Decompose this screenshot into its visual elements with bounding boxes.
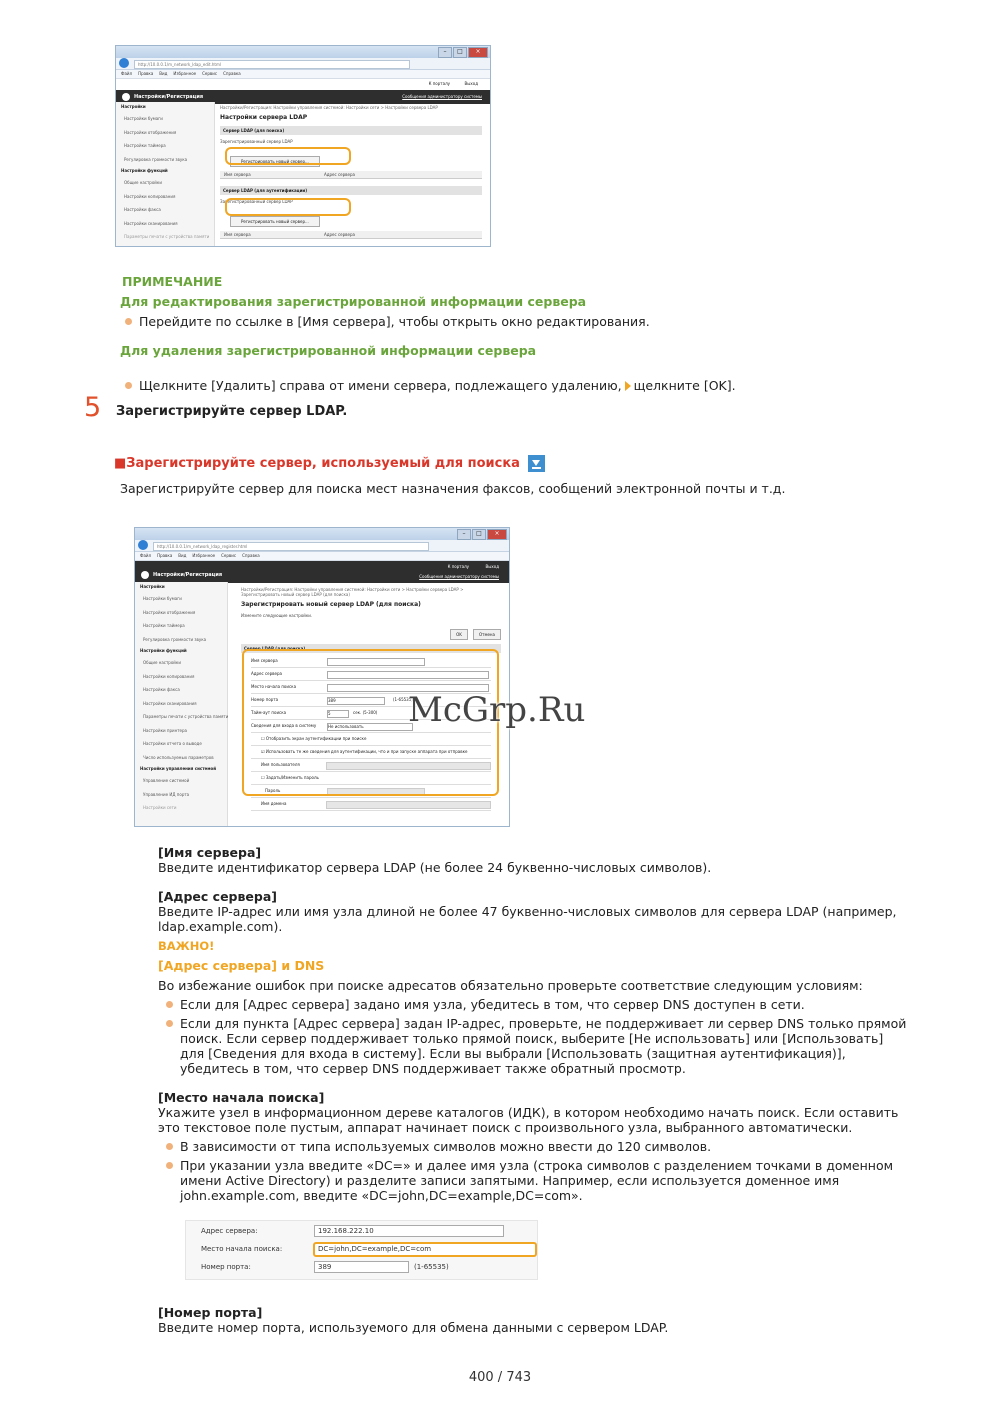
- back-icon[interactable]: [119, 58, 129, 68]
- section-intro: Зарегистрируйте сервер для поиска мест назначения факсов, сообщений электронной почты и т.д.: [120, 481, 786, 496]
- server-name-heading: [Имя сервера]: [158, 845, 262, 860]
- sidebar-item[interactable]: Параметры печати с устройства памяти: [124, 234, 210, 239]
- sidebar-item[interactable]: Регулировка громкости звука: [124, 156, 188, 162]
- port-heading: [Номер порта]: [158, 1305, 263, 1320]
- screenshot-ldap-register: [134, 527, 510, 827]
- search-start-item: При указании узла введите «DC=» и далее имя узла (строка символов с разделением точками в доменном имени Active Directory) и разделите записи запятыми. Например, если используется доменное имя john.example.com, введите «DC=john,DC=example,DC=com».: [158, 1158, 908, 1203]
- breadcrumb: Настройки/Регистрация: Настройки управления системой: Настройки сети > Настройки сервера LDAP > Зарегистрировать новый сервер LDAP (для поиска): [241, 587, 464, 597]
- label-server-name: Имя сервера: [251, 658, 278, 663]
- sidebar-item[interactable]: Общие настройки: [143, 660, 181, 665]
- menu-tools[interactable]: Сервис: [221, 553, 237, 558]
- sidebar-item[interactable]: Регулировка громкости звука: [143, 636, 207, 642]
- page-number: 400 / 743: [468, 1370, 532, 1385]
- top-links: [116, 79, 490, 90]
- address-bar: [116, 58, 490, 70]
- menu-edit[interactable]: Правка: [157, 553, 173, 558]
- maximize-icon[interactable]: □: [472, 529, 486, 540]
- table-header: [220, 231, 482, 239]
- example-screenshot: [185, 1220, 538, 1280]
- note-heading: ПРИМЕЧАНИЕ: [122, 274, 223, 289]
- canon-logo-icon: [122, 93, 130, 101]
- server-name-text: Введите идентификатор сервера LDAP (не более 24 буквенно-числовых символов).: [158, 860, 712, 875]
- example-address-field[interactable]: 192.168.222.10: [314, 1225, 504, 1237]
- note-item-delete: [117, 378, 1000, 393]
- set-password-label: Задать/Изменить пароль: [265, 775, 319, 780]
- timeout-field[interactable]: 5: [327, 710, 349, 718]
- note-item-delete-b: щелкните [OK].: [633, 378, 736, 393]
- example-label-search-start: Место начала поиска:: [201, 1245, 283, 1253]
- cancel-button[interactable]: Отмена: [473, 629, 501, 640]
- col-server-name: Имя сервера: [224, 172, 251, 177]
- label-search-start: Место начала поиска: [251, 684, 297, 689]
- address-bar: [135, 540, 509, 552]
- close-icon[interactable]: ×: [487, 529, 507, 540]
- checkbox-auth-screen[interactable]: ☐: [261, 736, 266, 741]
- app-title: Настройки/Регистрация: [153, 572, 223, 578]
- section-auth: Сервер LDAP (для аутентификации): [220, 186, 482, 195]
- arrow-right-icon: [625, 381, 631, 391]
- sidebar-heading: Настройки управления системой: [140, 766, 217, 771]
- login-info-select[interactable]: Не использовать: [327, 723, 413, 731]
- sidebar-item[interactable]: Настройки сети: [143, 805, 177, 810]
- important-item: Если для [Адрес сервера] задано имя узла, убедитесь в том, что сервер DNS доступен в сети.: [158, 997, 908, 1012]
- highlight-register-auth: [225, 198, 351, 216]
- portal-link[interactable]: К порталу: [447, 564, 469, 569]
- url-input[interactable]: http://10.0.0.1/m_network_ldap_register.html: [153, 542, 429, 551]
- section-heading: [114, 455, 545, 472]
- registered-label: Зарегистрированный сервер LDAP: [220, 139, 293, 144]
- browser-menubar: [116, 70, 490, 79]
- sidebar-item[interactable]: Общие настройки: [124, 180, 162, 185]
- example-label-port: Номер порта:: [201, 1263, 251, 1271]
- menu-help[interactable]: Справка: [242, 553, 260, 558]
- port-description: [158, 1305, 908, 1335]
- sidebar: [135, 582, 228, 826]
- checkbox-set-password[interactable]: ☐: [261, 775, 266, 780]
- url-input[interactable]: http://10.0.0.1/m_network_ldap_edit.html: [134, 60, 410, 69]
- instruction-text: Измените следующие настройки.: [241, 613, 313, 618]
- minimize-icon[interactable]: –: [457, 529, 471, 540]
- logout-link[interactable]: Выход: [464, 81, 478, 86]
- search-start-item: В зависимости от типа используемых символов можно ввести до 120 символов.: [158, 1139, 908, 1154]
- portal-link[interactable]: К порталу: [428, 81, 450, 86]
- menu-favorites[interactable]: Избранное: [173, 71, 197, 76]
- menu-view[interactable]: Вид: [178, 553, 187, 558]
- important-heading: ВАЖНО!: [158, 939, 215, 953]
- menu-help[interactable]: Справка: [223, 71, 241, 76]
- sidebar-item[interactable]: Настройки бумаги: [143, 596, 182, 601]
- server-address-heading: [Адрес сервера]: [158, 889, 277, 904]
- sidebar-item[interactable]: Настройки копирования: [143, 673, 195, 679]
- message-link[interactable]: Сообщения администратору системы: [402, 94, 482, 99]
- window-titlebar: [116, 46, 490, 58]
- sidebar-item[interactable]: Параметры печати с устройства памяти: [143, 714, 229, 719]
- checkbox-same-credentials[interactable]: ☑: [261, 749, 266, 754]
- example-search-start-field[interactable]: DC=john,DC=example,DC=com: [313, 1242, 537, 1257]
- sidebar-item[interactable]: Настройки сканирования: [124, 220, 178, 226]
- watermark: McGrp.Ru: [408, 690, 586, 730]
- maximize-icon[interactable]: □: [453, 47, 467, 58]
- sidebar-item[interactable]: Настройки принтера: [143, 727, 188, 733]
- label-domain: Имя домена: [261, 801, 287, 806]
- sidebar-item[interactable]: Настройки отчета о выводе: [143, 741, 202, 746]
- menu-view[interactable]: Вид: [159, 71, 168, 76]
- menu-tools[interactable]: Сервис: [202, 71, 218, 76]
- minimize-icon[interactable]: –: [438, 47, 452, 58]
- col-server-name: Имя сервера: [224, 232, 251, 237]
- note-item-delete-a: Щелкните [Удалить] справа от имени сервера, подлежащего удалению,: [139, 378, 622, 393]
- app-title: Настройки/Регистрация: [134, 94, 204, 100]
- section-heading-text: ■Зарегистрируйте сервер, используемый для поиска: [114, 456, 520, 471]
- label-password: Пароль: [265, 788, 281, 793]
- message-link[interactable]: Сообщения администратору системы: [419, 574, 499, 579]
- breadcrumb: Настройки/Регистрация: Настройки управления системой: Настройки сети > Настройки сервера LDAP: [220, 105, 438, 110]
- step-number: 5: [84, 392, 102, 423]
- col-server-address: Адрес сервера: [324, 172, 355, 177]
- step-title: Зарегистрируйте сервер LDAP.: [116, 404, 348, 419]
- canon-logo-icon: [141, 571, 149, 579]
- main-content: [220, 105, 482, 239]
- back-icon[interactable]: [138, 540, 148, 550]
- port-text: Введите номер порта, используемого для обмена данными с сервером LDAP.: [158, 1320, 669, 1335]
- register-search-button[interactable]: Регистрировать новый сервер...: [230, 156, 320, 167]
- sidebar-item[interactable]: Управление ИД порта: [143, 791, 190, 797]
- sidebar-item[interactable]: Настройки бумаги: [124, 116, 163, 121]
- server-address-text: Введите IP-адрес или имя узла длиной не более 47 буквенно-числовых символов для сервера LDAP (например, ldap.example.com).: [158, 904, 897, 934]
- check1-label: Отобразить экран аутентификации при поиске: [265, 736, 367, 741]
- sidebar-item[interactable]: Настройки таймера: [143, 623, 185, 628]
- important-item: Если для пункта [Адрес сервера] задан IP-адрес, проверьте, не поддерживает ли сервер DNS только прямой поиск. Если сервер поддерживает только прямой поиск, выберите [Не использовать] или [Использовать] для [Сведения для входа в систему]. Если вы выбрали [Использовать (защитная аутентификация)], убедитесь в том, что сервер DNS поддерживает также обратный просмотр.: [158, 1016, 908, 1076]
- menu-file[interactable]: Файл: [140, 553, 152, 558]
- sidebar-item[interactable]: Настройки копирования: [124, 193, 176, 199]
- window-titlebar: [135, 528, 509, 540]
- label-login-info: Сведения для входа в систему: [251, 723, 317, 728]
- screenshot-ldap-settings: [115, 45, 491, 247]
- check2-label: Использовать те же сведения для аутентификации, что и при запуске аппарата при отправке: [265, 749, 468, 754]
- sidebar-heading: Настройки функций: [121, 168, 168, 173]
- important-sub: [Адрес сервера] и DNS: [158, 958, 325, 973]
- sidebar-heading: Настройки функций: [140, 648, 187, 653]
- label-username: Имя пользователя: [261, 762, 300, 767]
- important-text: Во избежание ошибок при поиске адресатов обязательно проверьте соответствие следующим условиям:: [158, 978, 863, 993]
- sidebar-item[interactable]: Настройки сканирования: [143, 700, 197, 706]
- example-port-field[interactable]: 389: [314, 1261, 409, 1273]
- logout-link[interactable]: Выход: [485, 564, 499, 569]
- sidebar-item[interactable]: Настройки отображения: [124, 129, 177, 135]
- sidebar-item[interactable]: Число используемых параметров: [143, 754, 214, 760]
- label-port: Номер порта: [251, 697, 279, 702]
- menu-edit[interactable]: Правка: [138, 71, 154, 76]
- example-label-address: Адрес сервера:: [201, 1227, 258, 1235]
- sidebar-heading: Настройки: [121, 104, 146, 109]
- highlight-register-search: [225, 147, 351, 165]
- sidebar-item[interactable]: Настройки факса: [124, 207, 161, 212]
- sidebar-heading: Настройки: [140, 584, 165, 589]
- timeout-unit: сек. (5-300): [353, 710, 378, 715]
- port-field[interactable]: 389: [327, 697, 385, 705]
- sidebar-item[interactable]: Настройки факса: [143, 687, 180, 692]
- app-header: [135, 561, 509, 583]
- domain-field[interactable]: [326, 801, 491, 809]
- sidebar-item[interactable]: Настройки отображения: [143, 609, 196, 615]
- row-domain: [251, 798, 491, 811]
- sidebar-item[interactable]: Настройки таймера: [124, 143, 166, 148]
- field-descriptions: [158, 845, 908, 1203]
- table-header: [220, 171, 482, 179]
- example-port-range: (1-65535): [414, 1263, 449, 1271]
- label-timeout: Тайм-аут поиска: [251, 710, 287, 715]
- register-auth-button[interactable]: Регистрировать новый сервер...: [230, 216, 320, 227]
- search-start-text: Укажите узел в информационном дереве каталогов (ИДК), в котором необходимо начать поиск. Если оставить это текстовое поле пустым, аппарат начинает поиск с произвольного узла, выбранного автоматически.: [158, 1105, 899, 1135]
- label-server-address: Адрес сервера: [251, 671, 282, 676]
- section-search: Сервер LDAP (для поиска): [220, 126, 482, 135]
- close-icon[interactable]: ×: [468, 47, 488, 58]
- search-start-heading: [Место начала поиска]: [158, 1090, 325, 1105]
- note-sub-edit: Для редактирования зарегистрированной информации сервера: [120, 294, 587, 309]
- sidebar-item[interactable]: Управление системой: [143, 778, 190, 783]
- col-server-address: Адрес сервера: [324, 232, 355, 237]
- port-range: (1-65535): [393, 697, 413, 702]
- note-item-edit: Перейдите по ссылке в [Имя сервера], чтобы открыть окно редактирования.: [117, 314, 1000, 329]
- menu-favorites[interactable]: Избранное: [192, 553, 216, 558]
- expand-icon[interactable]: [528, 455, 545, 472]
- sidebar: [116, 102, 215, 246]
- section-ldap-search: Сервер LDAP (для поиска): [241, 644, 501, 653]
- ok-button[interactable]: OK: [450, 629, 468, 640]
- page-title: Зарегистрировать новый сервер LDAP (для поиска): [241, 601, 421, 608]
- page-title: Настройки сервера LDAP: [220, 114, 308, 121]
- registered-label: Зарегистрированный сервер LDAP: [220, 199, 293, 204]
- note-sub-delete: Для удаления зарегистрированной информации сервера: [120, 343, 537, 358]
- menu-file[interactable]: Файл: [121, 71, 133, 76]
